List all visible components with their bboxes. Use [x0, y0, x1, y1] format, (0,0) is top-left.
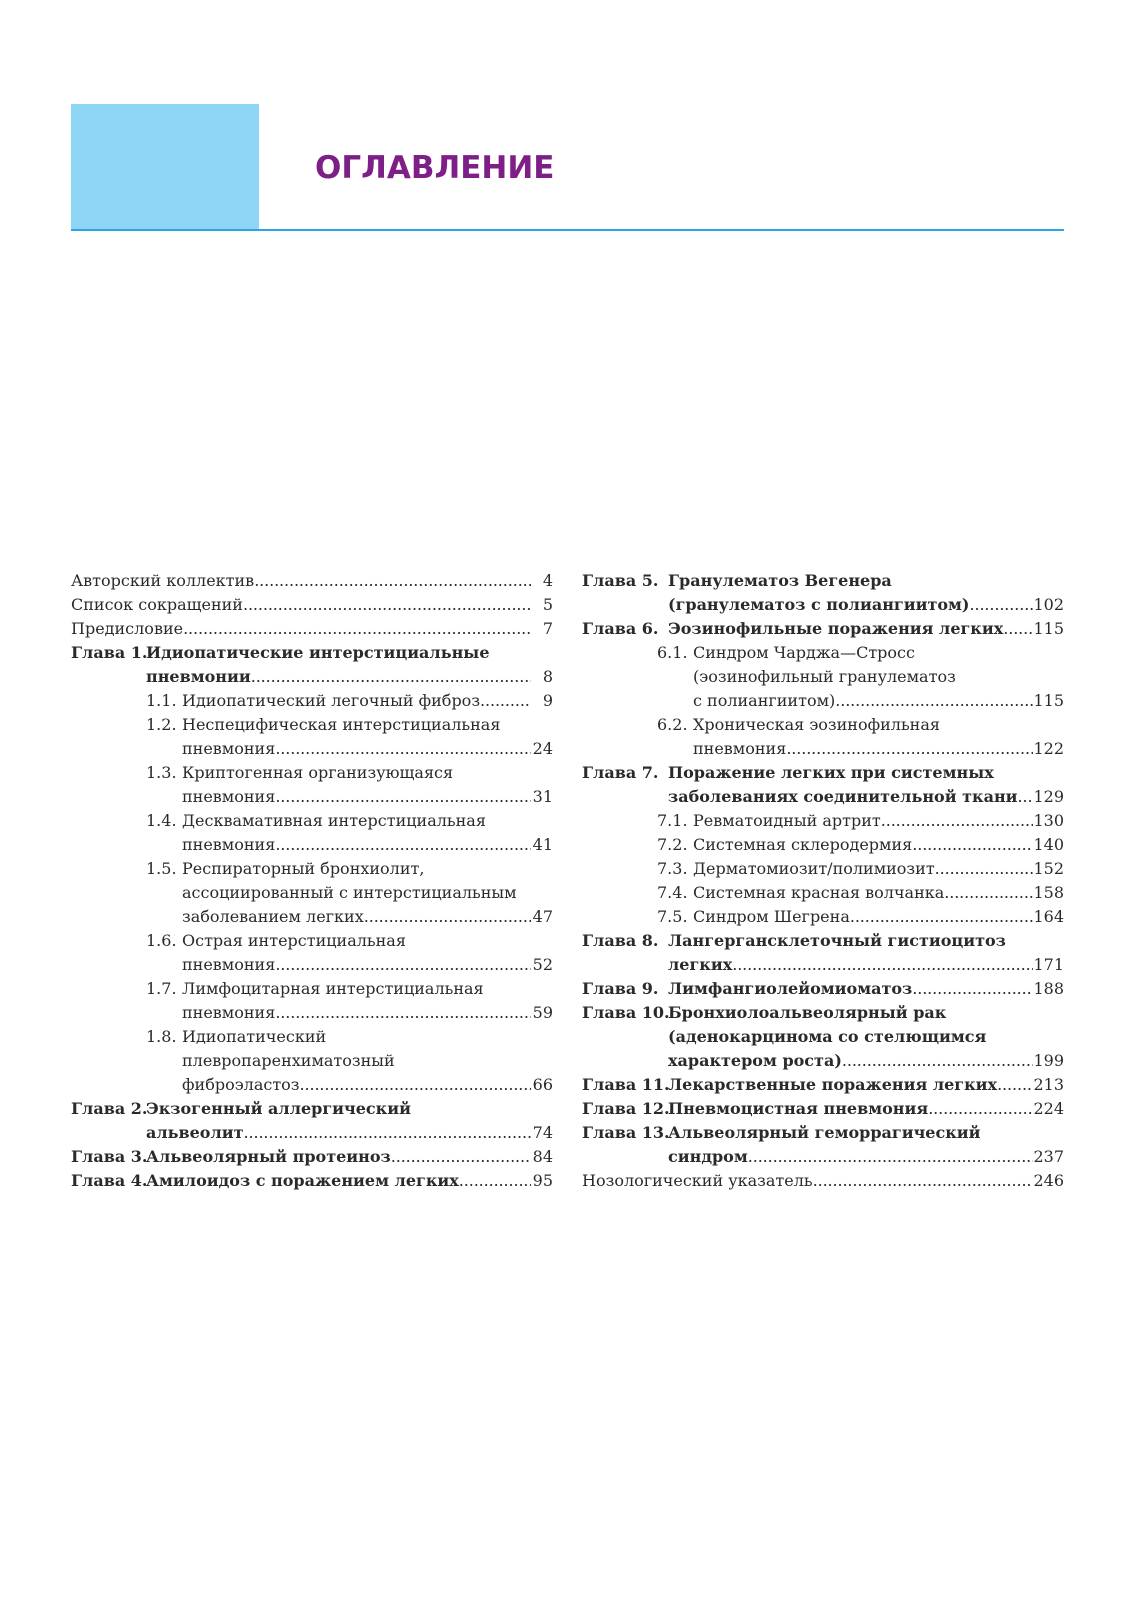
toc-entry[interactable] — [71, 1025, 553, 1097]
toc-page-number: 24 — [532, 739, 553, 758]
toc-entry[interactable] — [582, 1073, 1064, 1097]
toc-leader-dots — [835, 689, 1033, 713]
toc-entry-title: Лимфоцитарная интерстициальная — [182, 979, 484, 998]
toc-entry-number: Глава 10. — [582, 1003, 670, 1022]
toc-entry[interactable] — [71, 761, 553, 809]
toc-leader-dots — [391, 1145, 531, 1169]
toc-entry-title: альвеолит — [146, 1123, 244, 1142]
toc-entry-title: Список сокращений — [71, 595, 243, 614]
toc-leader-dots — [850, 905, 1034, 929]
toc-entry-number: 1.8. — [146, 1027, 177, 1046]
toc-page-number: 59 — [532, 1003, 553, 1022]
toc-entry-title: Респираторный бронхиолит, — [182, 859, 425, 878]
toc-leader-dots — [243, 593, 531, 617]
toc-page-number: 41 — [532, 835, 553, 854]
toc-page-number: 140 — [1033, 835, 1064, 854]
toc-entry[interactable] — [582, 569, 1064, 617]
toc-entry[interactable] — [582, 905, 1064, 929]
toc-entry[interactable] — [582, 1121, 1064, 1169]
toc-entry-title: ассоциированный с интерстициальным — [182, 883, 517, 902]
toc-entry-title: легких — [668, 955, 733, 974]
toc-entry-title: синдром — [668, 1147, 748, 1166]
toc-entry-title: Системная склеродермия — [693, 835, 913, 854]
toc-entry[interactable] — [71, 569, 553, 593]
toc-entry[interactable] — [71, 809, 553, 857]
toc-page-number: 5 — [542, 595, 553, 614]
toc-leader-dots — [928, 1097, 1033, 1121]
toc-entry-title: Хроническая эозинофильная — [693, 715, 940, 734]
toc-entry[interactable] — [582, 833, 1064, 857]
toc-page-number: 4 — [542, 571, 553, 590]
toc-leader-dots — [786, 737, 1033, 761]
toc-entry-number: 1.1. — [146, 691, 177, 710]
toc-leader-dots — [275, 953, 531, 977]
toc-entry-title: заболеванием легких — [182, 907, 364, 926]
toc-entry-title: Идиопатический — [182, 1027, 327, 1046]
toc-entry-title: Идиопатические интерстициальные — [146, 643, 490, 662]
toc-page-number: 115 — [1033, 691, 1064, 710]
toc-leader-dots — [842, 1049, 1034, 1073]
toc-entry-title: Лангергансклеточный гистиоцитоз — [668, 931, 1006, 950]
toc-entry[interactable] — [582, 929, 1064, 977]
toc-leader-dots — [1003, 617, 1033, 641]
toc-leader-dots — [251, 665, 531, 689]
toc-page-number: 130 — [1033, 811, 1064, 830]
toc-entry-number: Глава 1. — [71, 643, 148, 662]
toc-entry-number: 1.3. — [146, 763, 177, 782]
toc-page-number: 74 — [532, 1123, 553, 1142]
toc-leader-dots — [183, 617, 531, 641]
toc-entry-title: Амилоидоз с поражением легких — [146, 1171, 459, 1190]
toc-page-number: 171 — [1033, 955, 1064, 974]
toc-leader-dots — [997, 1073, 1033, 1097]
page-title: ОГЛАВЛЕНИЕ — [315, 150, 555, 186]
toc-entry-number: Глава 9. — [582, 979, 659, 998]
toc-page-number: 188 — [1033, 979, 1064, 998]
toc-entry-number: Глава 8. — [582, 931, 659, 950]
toc-page-number: 115 — [1033, 619, 1064, 638]
toc-entry-title: (аденокарцинома со стелющимся — [668, 1027, 987, 1046]
toc-entry-title: Лимфангиолейомиоматоз — [668, 979, 913, 998]
toc-column-left — [71, 569, 553, 1193]
toc-entry[interactable] — [582, 1169, 1064, 1193]
toc-entry-number: Глава 7. — [582, 763, 659, 782]
toc-page-number: 213 — [1033, 1075, 1064, 1094]
toc-leader-dots — [300, 1073, 531, 1097]
toc-leader-dots — [935, 857, 1034, 881]
toc-entry-title: плевропаренхиматозный — [182, 1051, 395, 1070]
toc-leader-dots — [1018, 785, 1034, 809]
toc-entry-title: Неспецифическая интерстициальная — [182, 715, 501, 734]
toc-entry-title: Синдром Чарджа—Стросс — [693, 643, 915, 662]
toc-entry-number: 6.2. — [657, 715, 688, 734]
toc-entry-title: Дерматомиозит/полимиозит — [693, 859, 935, 878]
toc-page-number: 152 — [1033, 859, 1064, 878]
toc-entry-title: заболеваниях соединительной ткани — [668, 787, 1018, 806]
toc-entry[interactable] — [71, 1145, 553, 1169]
toc-entry-title: (гранулематоз с полиангиитом) — [668, 595, 970, 614]
toc-entry-number: 7.4. — [657, 883, 688, 902]
toc-entry[interactable] — [71, 593, 553, 617]
toc-entry-title: Криптогенная организующаяся — [182, 763, 454, 782]
toc-page-number: 164 — [1033, 907, 1064, 926]
toc-entry-number: 7.2. — [657, 835, 688, 854]
toc-page-number: 199 — [1033, 1051, 1064, 1070]
toc-page-number: 95 — [532, 1171, 553, 1190]
toc-leader-dots — [275, 1001, 531, 1025]
toc-entry-title: Лекарственные поражения легких — [668, 1075, 998, 1094]
toc-entry-title: Системная красная волчанка — [693, 883, 945, 902]
header-divider — [71, 229, 1064, 231]
toc-leader-dots — [275, 833, 531, 857]
toc-leader-dots — [748, 1145, 1034, 1169]
toc-entry[interactable] — [582, 977, 1064, 1001]
toc-leader-dots — [881, 809, 1034, 833]
toc-entry[interactable] — [71, 641, 553, 689]
toc-entry-title: пневмония — [182, 787, 276, 806]
toc-entry-number: 7.3. — [657, 859, 688, 878]
toc-entry[interactable] — [582, 1097, 1064, 1121]
toc-page-number: 9 — [542, 691, 553, 710]
toc-page-number: 47 — [532, 907, 553, 926]
toc-entry-title: Альвеолярный геморрагический — [668, 1123, 981, 1142]
toc-page-number: 7 — [542, 619, 553, 638]
toc-entry-title: Эозинофильные поражения легких — [668, 619, 1004, 638]
toc-entry-title: Идиопатический легочный фиброз — [182, 691, 481, 710]
toc-entry-number: Глава 4. — [71, 1171, 148, 1190]
toc-entry-number: Глава 12. — [582, 1099, 670, 1118]
toc-entry[interactable] — [71, 713, 553, 761]
toc-entry-number: 1.5. — [146, 859, 177, 878]
toc-entry-number: 1.7. — [146, 979, 177, 998]
toc-leader-dots — [813, 1169, 1034, 1193]
toc-entry-title: пневмония — [182, 1003, 276, 1022]
toc-entry-title: пневмония — [182, 739, 276, 758]
toc-entry[interactable] — [71, 977, 553, 1025]
toc-entry-title: Авторский коллектив — [71, 571, 255, 590]
toc-entry-title: характером роста) — [668, 1051, 842, 1070]
toc-entry-title: Предисловие — [71, 619, 184, 638]
toc-leader-dots — [275, 737, 531, 761]
toc-entry[interactable] — [582, 1001, 1064, 1073]
header-accent-block — [71, 104, 259, 229]
toc-entry-number: Глава 5. — [582, 571, 659, 590]
toc-page-number: 237 — [1033, 1147, 1064, 1166]
toc-entry-title: (эозинофильный гранулематоз — [693, 667, 956, 686]
toc-leader-dots — [364, 905, 531, 929]
toc-entry-title: фиброэластоз — [182, 1075, 300, 1094]
toc-leader-dots — [970, 593, 1034, 617]
toc-leader-dots — [732, 953, 1033, 977]
toc-entry-number: Глава 13. — [582, 1123, 670, 1142]
toc-entry[interactable] — [582, 857, 1064, 881]
toc-page-number: 102 — [1033, 595, 1064, 614]
toc-entry[interactable] — [582, 617, 1064, 641]
toc-entry-title: Десквамативная интерстициальная — [182, 811, 486, 830]
toc-page-number: 158 — [1033, 883, 1064, 902]
toc-entry-title: Бронхиолоальвеолярный рак — [668, 1003, 947, 1022]
toc-leader-dots — [254, 569, 531, 593]
toc-entry-title: пневмония — [182, 835, 276, 854]
toc-entry-title: пневмония — [693, 739, 787, 758]
toc-leader-dots — [275, 785, 531, 809]
toc-entry-number: 1.4. — [146, 811, 177, 830]
toc-entry[interactable] — [71, 929, 553, 977]
toc-leader-dots — [944, 881, 1033, 905]
toc-entry-title: Альвеолярный протеиноз — [146, 1147, 391, 1166]
toc-leader-dots — [459, 1169, 531, 1193]
toc-entry-title: Поражение легких при системных — [668, 763, 994, 782]
toc-entry-number: 1.2. — [146, 715, 177, 734]
toc-entry[interactable] — [71, 617, 553, 641]
toc-entry-title: Пневмоцистная пневмония — [668, 1099, 929, 1118]
toc-entry-number: 7.1. — [657, 811, 688, 830]
toc-page-number: 246 — [1033, 1171, 1064, 1190]
toc-entry-number: Глава 11. — [582, 1075, 670, 1094]
toc-page-number: 84 — [532, 1147, 553, 1166]
toc-entry[interactable] — [582, 881, 1064, 905]
toc-leader-dots — [912, 977, 1033, 1001]
toc-entry-title: Экзогенный аллергический — [146, 1099, 411, 1118]
toc-entry-title: пневмонии — [146, 667, 251, 686]
toc-page-number: 224 — [1033, 1099, 1064, 1118]
toc-entry[interactable] — [582, 809, 1064, 833]
toc-entry[interactable] — [582, 713, 1064, 761]
toc-entry-number: 6.1. — [657, 643, 688, 662]
toc-leader-dots — [480, 689, 531, 713]
toc-page-number: 122 — [1033, 739, 1064, 758]
toc-entry-title: Ревматоидный артрит — [693, 811, 881, 830]
toc-entry-number: Глава 3. — [71, 1147, 148, 1166]
toc-entry[interactable] — [582, 641, 1064, 713]
toc-page-number: 52 — [532, 955, 553, 974]
toc-entry-title: Синдром Шегрена — [693, 907, 850, 926]
toc-entry-title: с полиангиитом) — [693, 691, 836, 710]
toc-entry-number: Глава 2. — [71, 1099, 148, 1118]
toc-entry[interactable] — [71, 1169, 553, 1193]
toc-entry[interactable] — [71, 857, 553, 929]
toc-page-number: 129 — [1033, 787, 1064, 806]
toc-entry[interactable] — [71, 1097, 553, 1145]
toc-page-number: 66 — [532, 1075, 553, 1094]
toc-entry[interactable] — [71, 689, 553, 713]
toc-entry-title: пневмония — [182, 955, 276, 974]
toc-leader-dots — [244, 1121, 531, 1145]
toc-entry-number: Глава 6. — [582, 619, 659, 638]
toc-entry[interactable] — [582, 761, 1064, 809]
toc-leader-dots — [912, 833, 1033, 857]
toc-entry-title: Острая интерстициальная — [182, 931, 406, 950]
toc-entry-title: Гранулематоз Вегенера — [668, 571, 892, 590]
toc-entry-number: 7.5. — [657, 907, 688, 926]
toc-entry-title: Нозологический указатель — [582, 1171, 813, 1190]
toc-entry-number: 1.6. — [146, 931, 177, 950]
toc-page-number: 31 — [532, 787, 553, 806]
toc-page-number: 8 — [542, 667, 553, 686]
toc-column-right — [582, 569, 1064, 1193]
